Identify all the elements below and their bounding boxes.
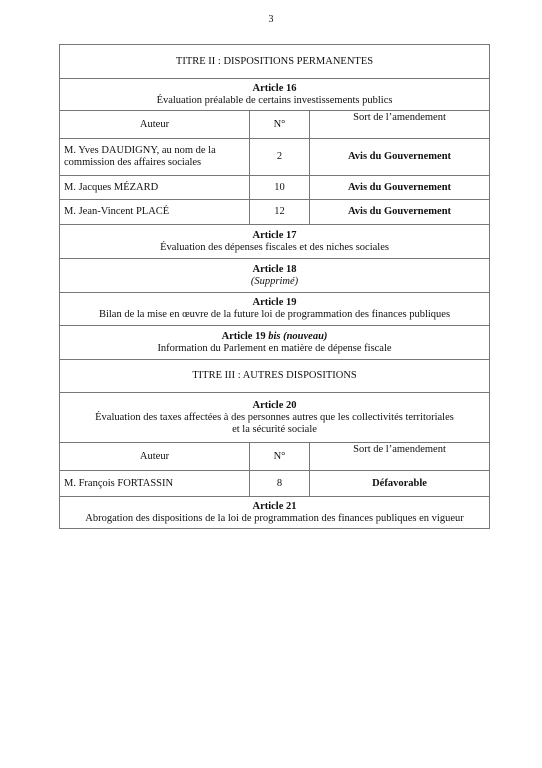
table-row	[60, 200, 490, 225]
number-header: N°	[250, 111, 310, 139]
table-row	[60, 176, 490, 200]
table-row	[60, 139, 490, 176]
article-19-subtitle: Bilan de la mise en œuvre de la future loi de programmation des finances publiques	[98, 309, 451, 320]
article-17-cell	[60, 225, 490, 259]
article-21-cell	[60, 497, 490, 529]
author-header: Auteur	[60, 111, 250, 139]
title-row	[60, 360, 490, 393]
article-20-cell	[60, 393, 490, 443]
article-19-bis-title	[64, 331, 485, 343]
article-19-title: Article 19	[252, 297, 297, 308]
number-cell: 10	[250, 176, 310, 200]
article-19-bis-title-suffix: bis (nouveau)	[268, 330, 328, 342]
table-header-row	[60, 443, 490, 471]
article-row	[60, 326, 490, 360]
article-21-title: Article 21	[252, 500, 297, 512]
article-row	[60, 79, 490, 111]
article-18-title: Article 18	[252, 263, 297, 275]
table-header-row	[60, 111, 490, 139]
article-row	[60, 293, 490, 326]
article-17-title: Article 17	[252, 229, 297, 241]
title-row	[60, 45, 490, 79]
number-cell: 12	[250, 200, 310, 225]
article-20-subtitle-line1: Évaluation des taxes affectées à des personnes autres que les collectivités territoriales	[95, 411, 454, 423]
article-19-bis-title-main: Article 19	[221, 330, 269, 342]
outcome-header: Sort de l’amendement	[310, 111, 490, 139]
article-row	[60, 497, 490, 529]
author-cell: M. François FORTASSIN	[60, 471, 250, 497]
number-header: N°	[250, 443, 310, 471]
article-16-subtitle: Évaluation préalable de certains investissements publics	[156, 94, 393, 106]
article-row	[60, 393, 490, 443]
amendments-table	[59, 44, 490, 529]
author-cell: M. Jean-Vincent PLACÉ	[60, 200, 250, 225]
table-row	[60, 471, 490, 497]
outcome-cell: Avis du Gouvernement	[310, 176, 490, 200]
outcome-cell: Défavorable	[310, 471, 490, 497]
number-cell: 8	[250, 471, 310, 497]
titre-iii-heading: TITRE III : AUTRES DISPOSITIONS	[60, 360, 490, 393]
outcome-cell: Avis du Gouvernement	[310, 139, 490, 176]
article-row	[60, 259, 490, 293]
article-18-cell	[60, 259, 490, 293]
outcome-cell: Avis du Gouvernement	[310, 200, 490, 225]
article-17-subtitle: Évaluation des dépenses fiscales et des niches sociales	[160, 241, 389, 253]
article-19-bis-cell	[60, 326, 490, 360]
article-20-subtitle-line2: et la sécurité sociale	[232, 423, 317, 435]
article-16-cell	[60, 79, 490, 111]
article-19-cell	[60, 293, 490, 326]
article-20-title: Article 20	[252, 399, 297, 411]
page-number: 3	[268, 14, 274, 25]
article-16-title: Article 16	[252, 82, 297, 94]
author-header: Auteur	[60, 443, 250, 471]
article-row	[60, 225, 490, 259]
article-19-bis-subtitle: Information du Parlement en matière de dépense fiscale	[157, 342, 392, 354]
number-cell: 2	[250, 139, 310, 176]
article-21-subtitle: Abrogation des dispositions de la loi de programmation des finances publiques en vigueur	[85, 512, 464, 524]
author-cell: M. Yves DAUDIGNY, au nom de la commission des affaires sociales	[60, 139, 250, 176]
article-18-subtitle: (Supprimé)	[250, 275, 299, 287]
outcome-header: Sort de l’amendement	[310, 443, 490, 471]
author-cell: M. Jacques MÉZARD	[60, 176, 250, 200]
titre-ii-heading: TITRE II : DISPOSITIONS PERMANENTES	[60, 45, 490, 79]
